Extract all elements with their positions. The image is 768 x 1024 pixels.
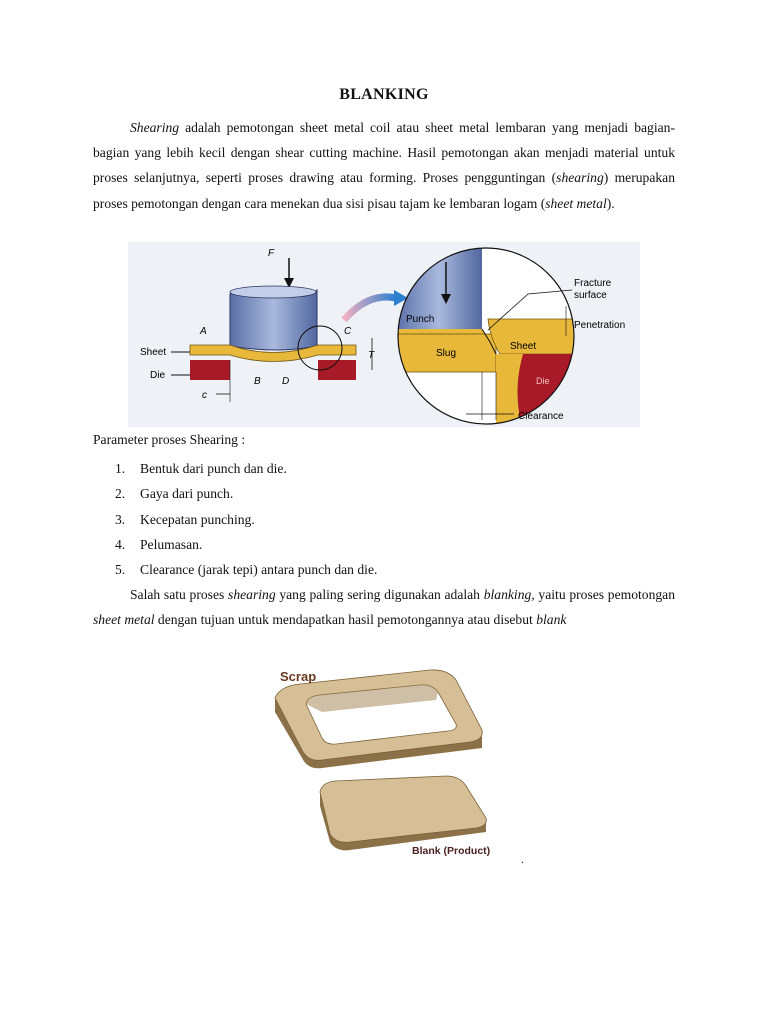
- blanking-paragraph: Salah satu proses shearing yang paling sering digunakan adalah blanking, yaitu proses pemotongan sheet metal dengan tujuan untuk mendapatkan hasil pemotongannya atau disebut blank: [93, 587, 676, 628]
- shearing-diagram: [128, 242, 640, 427]
- intro-term-shearing-2: shearing: [556, 170, 604, 186]
- trailing-dot: .: [521, 852, 524, 866]
- label-d: D: [282, 376, 290, 387]
- blank-scrap-illustration: [250, 660, 515, 870]
- intro-text-2: ) merupakan proses pemotongan dengan cara menekan dua sisi pisau tajam ke lembaran logam (: [93, 170, 675, 211]
- label-penetration: Penetration: [574, 320, 626, 331]
- shearing-diagram-svg: [128, 242, 640, 427]
- list-item: 5. Clearance (jarak tepi) antara punch dan die.: [115, 562, 378, 578]
- intro-text-1: adalah pemotongan sheet metal coil atau sheet metal lembaran yang menjadi bagian-bagian yang lebih kecil dengan shear cutting machine. Hasil pemotongan akan menjadi material untuk proses selanjutnya, seperti proses drawing atau forming. Proses pengguntingan (: [93, 120, 675, 186]
- label-scrap: Scrap: [280, 669, 317, 684]
- label-fracture-1: Fracture: [574, 278, 612, 289]
- label-t: T: [368, 350, 375, 361]
- list-item: 3. Kecepatan punching.: [115, 511, 255, 527]
- label-sheet: Sheet: [140, 347, 167, 358]
- punch-top: [230, 286, 316, 298]
- label-b: B: [254, 376, 261, 387]
- label-blank: Blank (Product): [412, 845, 491, 857]
- label-sheet-zoom: Sheet: [510, 341, 537, 352]
- intro-text-3: ).: [606, 195, 615, 211]
- list-item: 4. Pelumasan.: [115, 536, 203, 552]
- label-c-upper: C: [344, 326, 352, 337]
- zoom-detail: [396, 242, 580, 427]
- label-punch: Punch: [406, 314, 435, 325]
- list-item: 2. Gaya dari punch.: [115, 486, 234, 502]
- label-c-lower: c: [202, 390, 207, 401]
- label-slug: Slug: [436, 348, 457, 359]
- params-list: [115, 456, 377, 582]
- label-die-zoom: Die: [536, 376, 550, 386]
- label-fracture-2: surface: [574, 290, 607, 301]
- label-die: Die: [150, 370, 166, 381]
- page-title: BLANKING: [339, 86, 429, 103]
- intro-term-shearing: Shearing: [130, 120, 180, 135]
- die-left: [190, 360, 230, 380]
- params-heading: Parameter proses Shearing :: [93, 432, 246, 447]
- blank-scrap-svg: [250, 660, 515, 870]
- zoom-arrow: [344, 297, 396, 320]
- intro-term-sheet-metal: sheet metal: [545, 195, 607, 211]
- label-a: A: [200, 326, 207, 337]
- label-clearance: Clearance: [518, 411, 564, 422]
- list-item: 1. Bentuk dari punch dan die.: [115, 461, 287, 476]
- label-force: F: [268, 248, 275, 259]
- intro-paragraph: [93, 115, 675, 216]
